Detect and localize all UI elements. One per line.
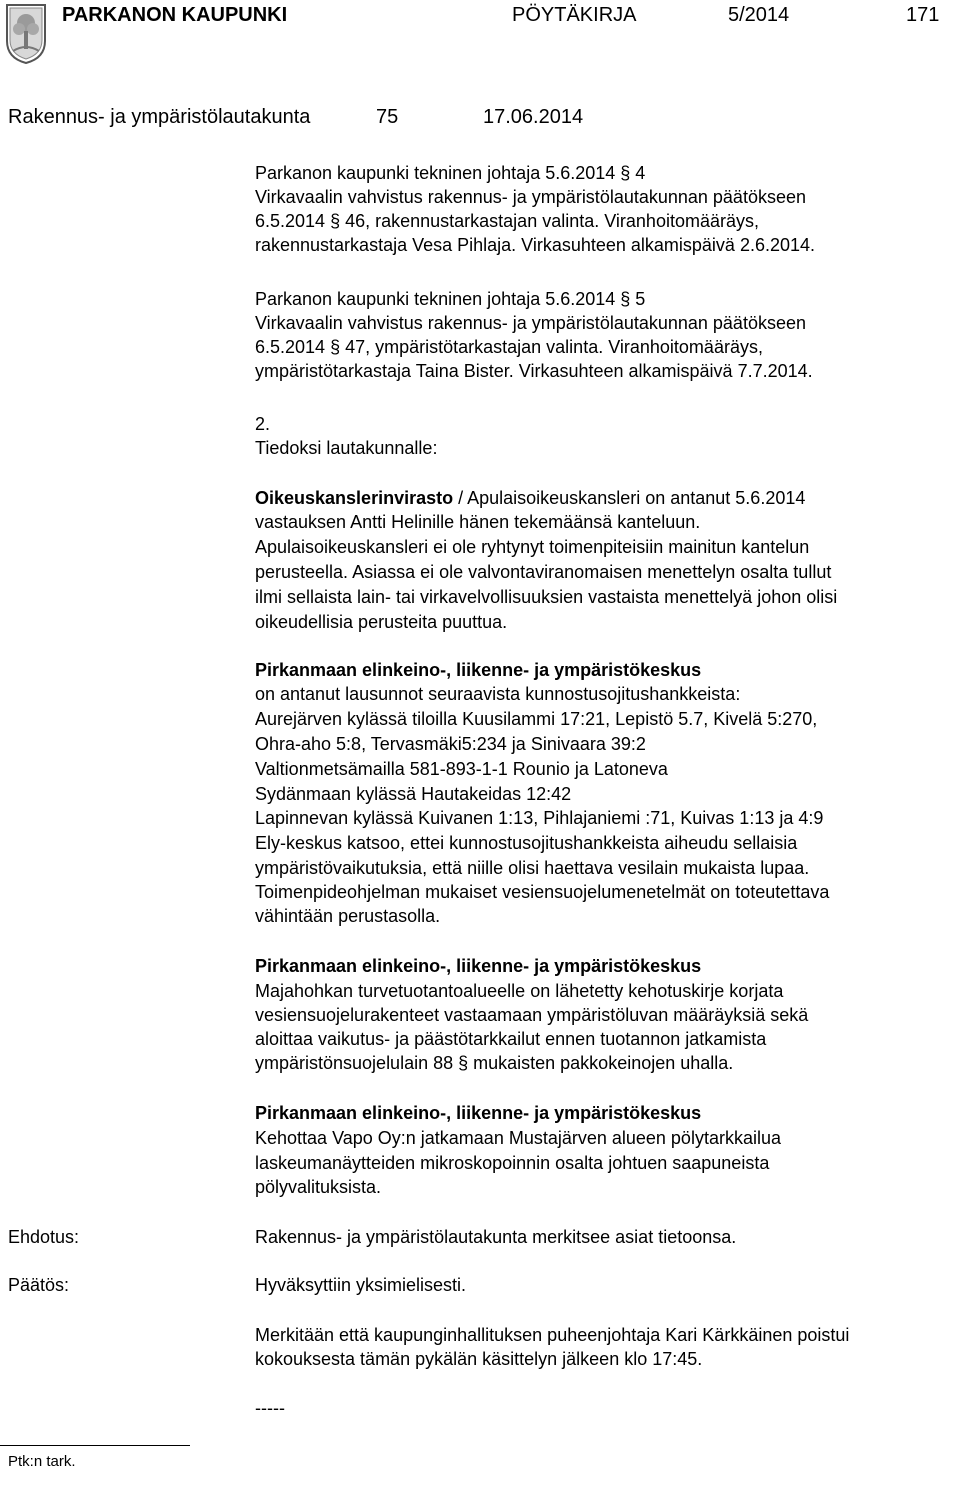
note-line-2: kokouksesta tämän pykälän käsittelyn jälkeen klo 17:45. [255,1349,703,1369]
ely-2-line-3: aloittaa vaikutus- ja päästötarkkailut ennen tuotannon jatkamista [255,1029,767,1049]
ely-heading-2: Pirkanmaan elinkeino-, liikenne- ja ympäristökeskus [255,956,702,976]
item-number: 2. [255,414,271,434]
signature-line [0,1445,190,1446]
oikeuskansleri-org: Oikeuskanslerinvirasto [255,488,454,508]
notice-1-line-2: Virkavaalin vahvistus rakennus- ja ympäristölautakunnan päätökseen [255,187,806,207]
decision-label: Päätös: [8,1275,70,1295]
oikeuskansleri-line-5: ilmi sellaista lain- tai virkavelvollisuuksien vastaista menettelyä johon olisi [255,587,838,607]
notice-2-line-4: ympäristötarkastaja Taina Bister. Virkasuhteen alkamispäivä 7.7.2014. [255,361,813,381]
ely-1-line-9: Toimenpideohjelman mukaiset vesiensuojelumenetelmät on toteutettava [255,882,830,902]
document-type: PÖYTÄKIRJA [512,4,637,26]
ely-2-line-1: Majahohkan turvetuotantoalueelle on lähetetty kehotuskirje korjata [255,981,784,1001]
notice-2-line-1: Parkanon kaupunki tekninen johtaja 5.6.2014 § 5 [255,289,646,309]
ely-3-line-2: laskeumanäytteiden mikroskopoinnin osalta johtuen saapuneista [255,1153,770,1173]
notice-2-line-3: 6.5.2014 § 47, ympäristötarkastajan valinta. Viranhoitomääräys, [255,337,763,357]
notice-1-line-1: Parkanon kaupunki tekninen johtaja 5.6.2014 § 4 [255,163,646,183]
ely-1-line-1: on antanut lausunnot seuraavista kunnostusojitushankkeista: [255,684,741,704]
note-line-1: Merkitään että kaupunginhallituksen puheenjohtaja Kari Kärkkäinen poistui [255,1325,850,1345]
notice-1-line-3: 6.5.2014 § 46, rakennustarkastajan valinta. Viranhoitomääräys, [255,211,759,231]
notice-2-line-2: Virkavaalin vahvistus rakennus- ja ympäristölautakunnan päätökseen [255,313,806,333]
end-marker: ----- [255,1398,285,1418]
section-number: 75 [376,106,399,128]
ely-heading-1: Pirkanmaan elinkeino-, liikenne- ja ympäristökeskus [255,660,702,680]
oikeuskansleri-line-3: Apulaisoikeuskansleri ei ole ryhtynyt toimenpiteisiin mainitun kantelun [255,537,810,557]
ely-1-line-3: Ohra-aho 5:8, Tervasmäki5:234 ja Sinivaara 39:2 [255,734,646,754]
meeting-date: 17.06.2014 [483,106,584,128]
oikeuskansleri-line-1 [255,486,805,510]
ely-1-line-10: vähintään perustasolla. [255,906,441,926]
proposal-label: Ehdotus: [8,1227,80,1247]
ely-heading-3: Pirkanmaan elinkeino-, liikenne- ja ympäristökeskus [255,1103,702,1123]
committee-name: Rakennus- ja ympäristölautakunta [8,106,311,128]
oikeuskansleri-line-6: oikeudellisia perusteita puuttua. [255,612,508,632]
city-crest-logo [5,3,47,65]
ely-1-line-8: ympäristövaikutuksia, että niille olisi haettava vesilain mukaista lupaa. [255,858,810,878]
ely-3-line-1: Kehottaa Vapo Oy:n jatkamaan Mustajärven alueen pölytarkkailua [255,1128,781,1148]
oikeuskansleri-line-2: vastauksen Antti Helinille hänen tekemäänsä kanteluun. [255,512,701,532]
minutes-checker-label: Ptk:n tark. [8,1453,76,1470]
page-number: 171 [906,4,940,26]
ely-1-line-5: Sydänmaan kylässä Hautakeidas 12:42 [255,784,572,804]
notice-1-line-4: rakennustarkastaja Vesa Pihlaja. Virkasuhteen alkamispäivä 2.6.2014. [255,235,816,255]
ely-3-line-3: pölyvalituksista. [255,1177,382,1197]
ely-1-line-2: Aurejärven kylässä tiloilla Kuusilammi 17:21, Lepistö 5.7, Kivelä 5:270, [255,709,818,729]
oikeuskansleri-text: / Apulaisoikeuskansleri on antanut 5.6.2014 [453,488,806,508]
oikeuskansleri-line-4: perusteella. Asiassa ei ole valvontaviranomaisen menettelyn osalta tullut [255,562,832,582]
proposal-text: Rakennus- ja ympäristölautakunta merkitsee asiat tietoonsa. [255,1227,737,1247]
section-heading: Tiedoksi lautakunnalle: [255,438,438,458]
ely-1-line-7: Ely-keskus katsoo, ettei kunnostusojitushankkeista aiheudu sellaisia [255,833,798,853]
ely-1-line-4: Valtionmetsämailla 581-893-1-1 Rounio ja Latoneva [255,759,668,779]
ely-2-line-2: vesiensuojelurakenteet vastaamaan ympäristöluvan määräyksiä sekä [255,1005,809,1025]
decision-text: Hyväksyttiin yksimielisesti. [255,1275,467,1295]
org-name: PARKANON KAUPUNKI [62,4,288,26]
ely-2-line-4: ympäristönsuojelulain 88 § mukaisten pakkokeinojen uhalla. [255,1053,734,1073]
document-number: 5/2014 [728,4,790,26]
ely-1-line-6: Lapinnevan kylässä Kuivanen 1:13, Pihlajaniemi :71, Kuivas 1:13 ja 4:9 [255,808,824,828]
